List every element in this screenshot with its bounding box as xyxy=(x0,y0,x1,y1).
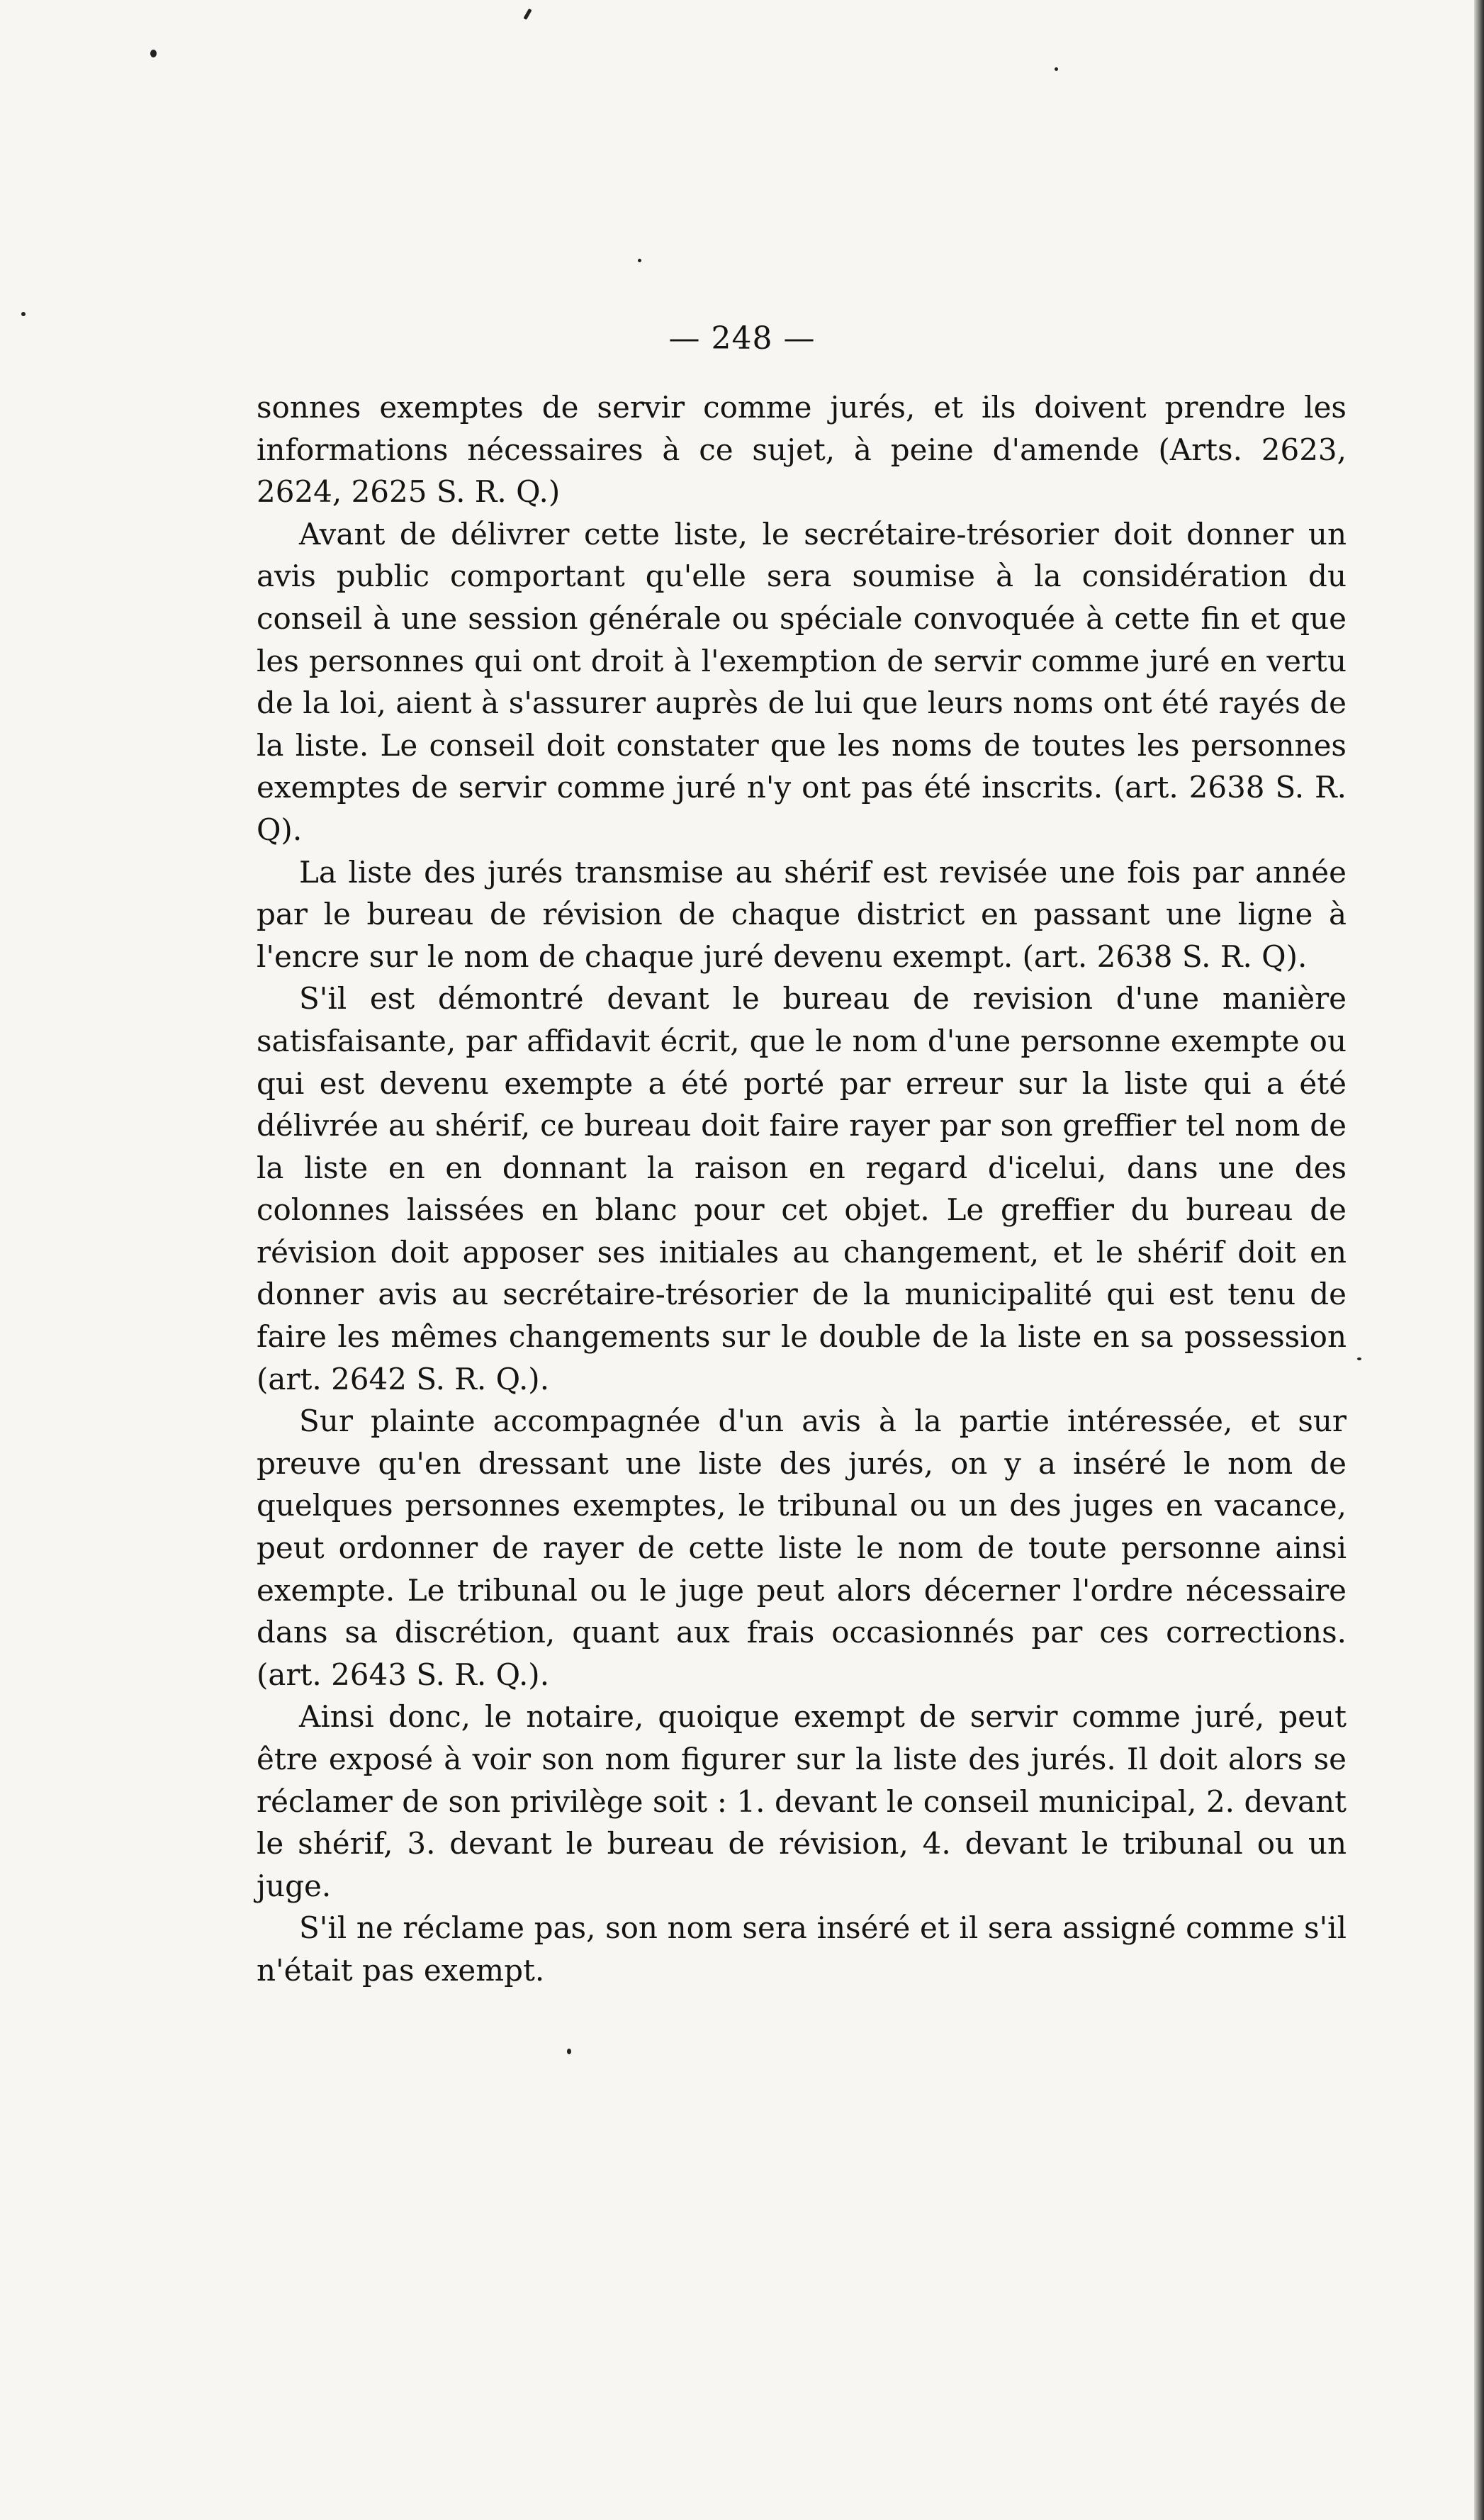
page-number: — 248 — xyxy=(668,320,816,357)
paragraph: La liste des jurés transmise au shérif est revisée une fois par année par le bureau de révision de chaque district en passant une ligne à l'encre sur le nom de chaque juré devenu exempt. (art. 2638 S. R. Q). xyxy=(257,854,1347,974)
ink-speck xyxy=(1055,67,1058,71)
ink-speck xyxy=(21,312,26,316)
body-text xyxy=(257,386,1347,1992)
paragraph-continuation: sonnes exemptes de servir comme jurés, et ils doivent prendre les informations nécessaires à ce sujet, à peine d'amende (Arts. 2623, 2624, 2625 S. R. Q.) xyxy=(257,390,1347,510)
paragraph: Sur plainte accompagnée d'un avis à la partie intéressée, et sur preuve qu'en dressant une liste des jurés, on y a inséré le nom de quelques personnes exemptes, le tribunal ou un des juges en vacance, peut ordonner de rayer de cette liste le nom de toute personne ainsi exempte. Le tribunal ou le juge peut alors décerner l'ordre nécessaire dans sa discrétion, quant aux frais occasionnés par ces corrections. (art. 2643 S. R. Q.). xyxy=(257,1404,1347,1692)
page-edge xyxy=(1474,0,1484,2520)
ink-speck xyxy=(638,259,641,262)
paragraph: Avant de délivrer cette liste, le secrétaire-trésorier doit donner un avis public comportant qu'elle sera soumise à la considération du conseil à une session générale ou spéciale convoquée à cette fin et que les personnes qui ont droit à l'exemption de servir comme juré en vertu de la loi, aient à s'assurer auprès de lui que leurs noms ont été rayés de la liste. Le conseil doit constater que les noms de toutes les personnes exemptes de servir comme juré n'y ont pas été inscrits. (art. 2638 S. R. Q). xyxy=(257,516,1347,847)
ink-speck xyxy=(1357,1357,1361,1360)
paragraph: S'il ne réclame pas, son nom sera inséré et il sera assigné comme s'il n'était pas exempt. xyxy=(257,1910,1347,1988)
paragraph: S'il est démontré devant le bureau de revision d'une manière satisfaisante, par affidavit écrit, que le nom d'une personne exempte ou qui est devenu exempte a été porté par erreur sur la liste qui a été délivrée au shérif, ce bureau doit faire rayer par son greffier tel nom de la liste en en donnant la raison en regard d'icelui, dans une des colonnes laissées en blanc pour cet objet. Le greffier du bureau de révision doit apposer ses initiales au changement, et le shérif doit en donner avis au secrétaire-trésorier de la municipalité qui est tenu de faire les mêmes changements sur le double de la liste en sa possession (art. 2642 S. R. Q.). xyxy=(257,981,1347,1396)
ink-speck xyxy=(150,50,157,57)
paragraph: Ainsi donc, le notaire, quoique exempt de servir comme juré, peut être exposé à voir son nom figurer sur la liste des jurés. Il doit alors se réclamer de son privilège soit : 1. devant le conseil municipal, 2. devant le shérif, 3. devant le bureau de révision, 4. devant le tribunal ou un juge. xyxy=(257,1699,1347,1903)
ink-speck xyxy=(523,9,532,20)
ink-speck xyxy=(567,2049,571,2054)
